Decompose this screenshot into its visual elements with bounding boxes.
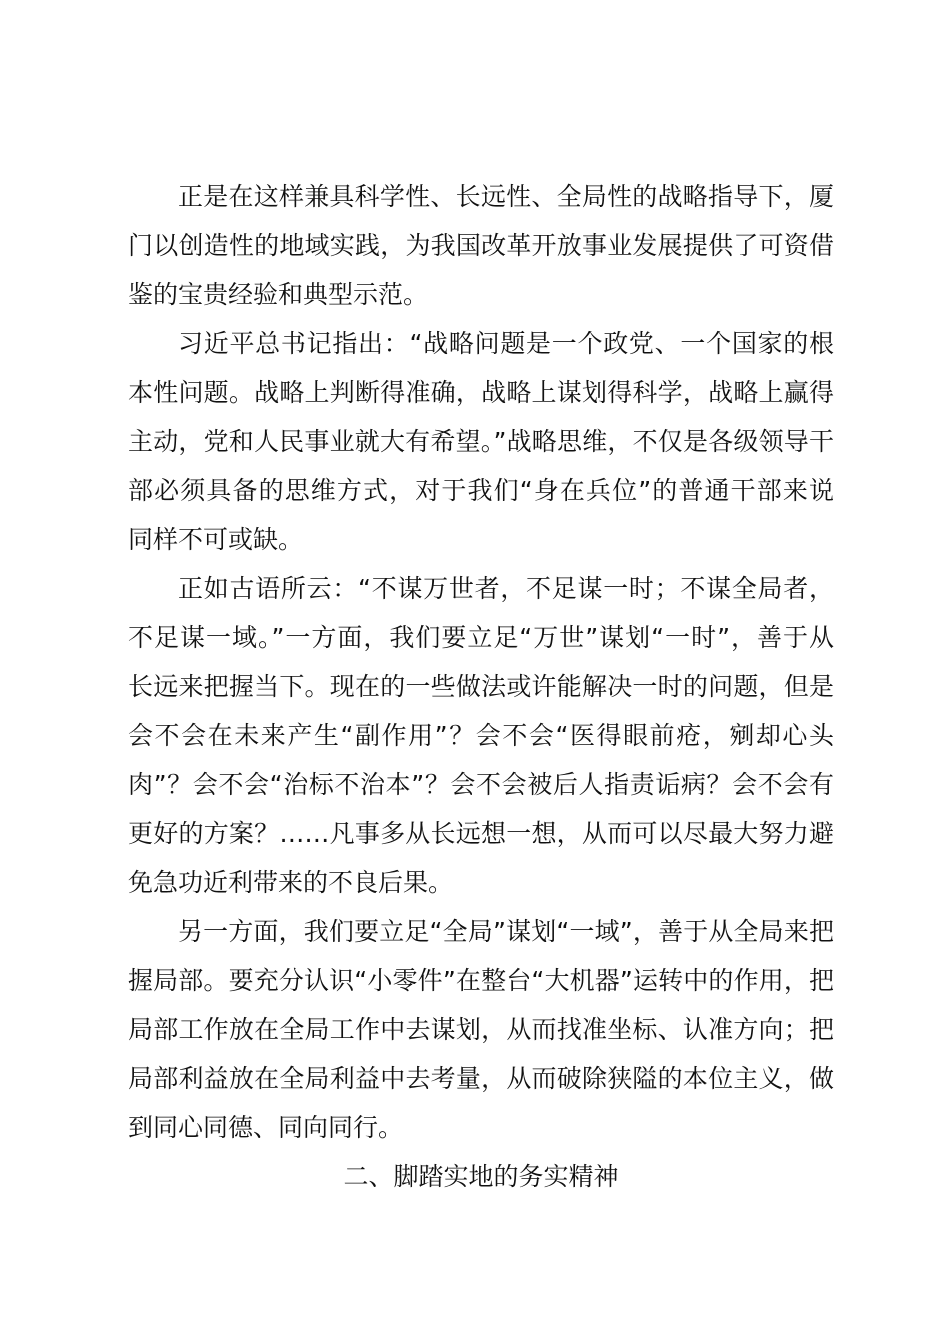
document-body	[128, 172, 834, 1201]
paragraph-ancient-saying: 正如古语所云：“不谋万世者，不足谋一时；不谋全局者，不足谋一域。”一方面，我们要立足“万世”谋划“一时”，善于从 长远来把握当下。现在的一些做法或许能解决一时的问题，但是 会不会在未来产生“副作用”？会不会“医得眼前疮，剜却心头 肉”？会不会“治标不治本”？会不会被后人指责诟病？会不会有更好的方案？……凡事多从长远想一想，从而可以尽最大努力避 免急功近利带来的不良后果。	[128, 574, 834, 897]
paragraph-xi-quote: 习近平总书记指出：“战略问题是一个政党、一个国家的根本性问题。战略上判断得准确，战略上谋划得科学，战略上赢得主动，党和人民事业就大有希望。”战略思维，不仅是各级领导干部必须具备的思维方式，对于我们“身在兵位”的普通干部来说 同样不可或缺。	[128, 329, 834, 554]
paragraph-global-view: 另一方面，我们要立足“全局”谋划“一域”，善于从全局来把握局部。要充分认识“小零件”在整台“大机器”运转中的作用，把局部工作放在全局工作中去谋划，从而找准坐标、认准方向；把局部利益放在全局利益中去考量，从而破除狭隘的本位主义，做到同心同德、同向同行。	[128, 917, 834, 1142]
paragraph-strategic-guidance: 正是在这样兼具科学性、长远性、全局性的战略指导下，厦门以创造性的地域实践，为我国改革开放事业发展提供了可资借鉴的宝贵经验和典型示范。	[128, 182, 834, 309]
section-heading: 二、脚踏实地的务实精神	[343, 1162, 619, 1191]
